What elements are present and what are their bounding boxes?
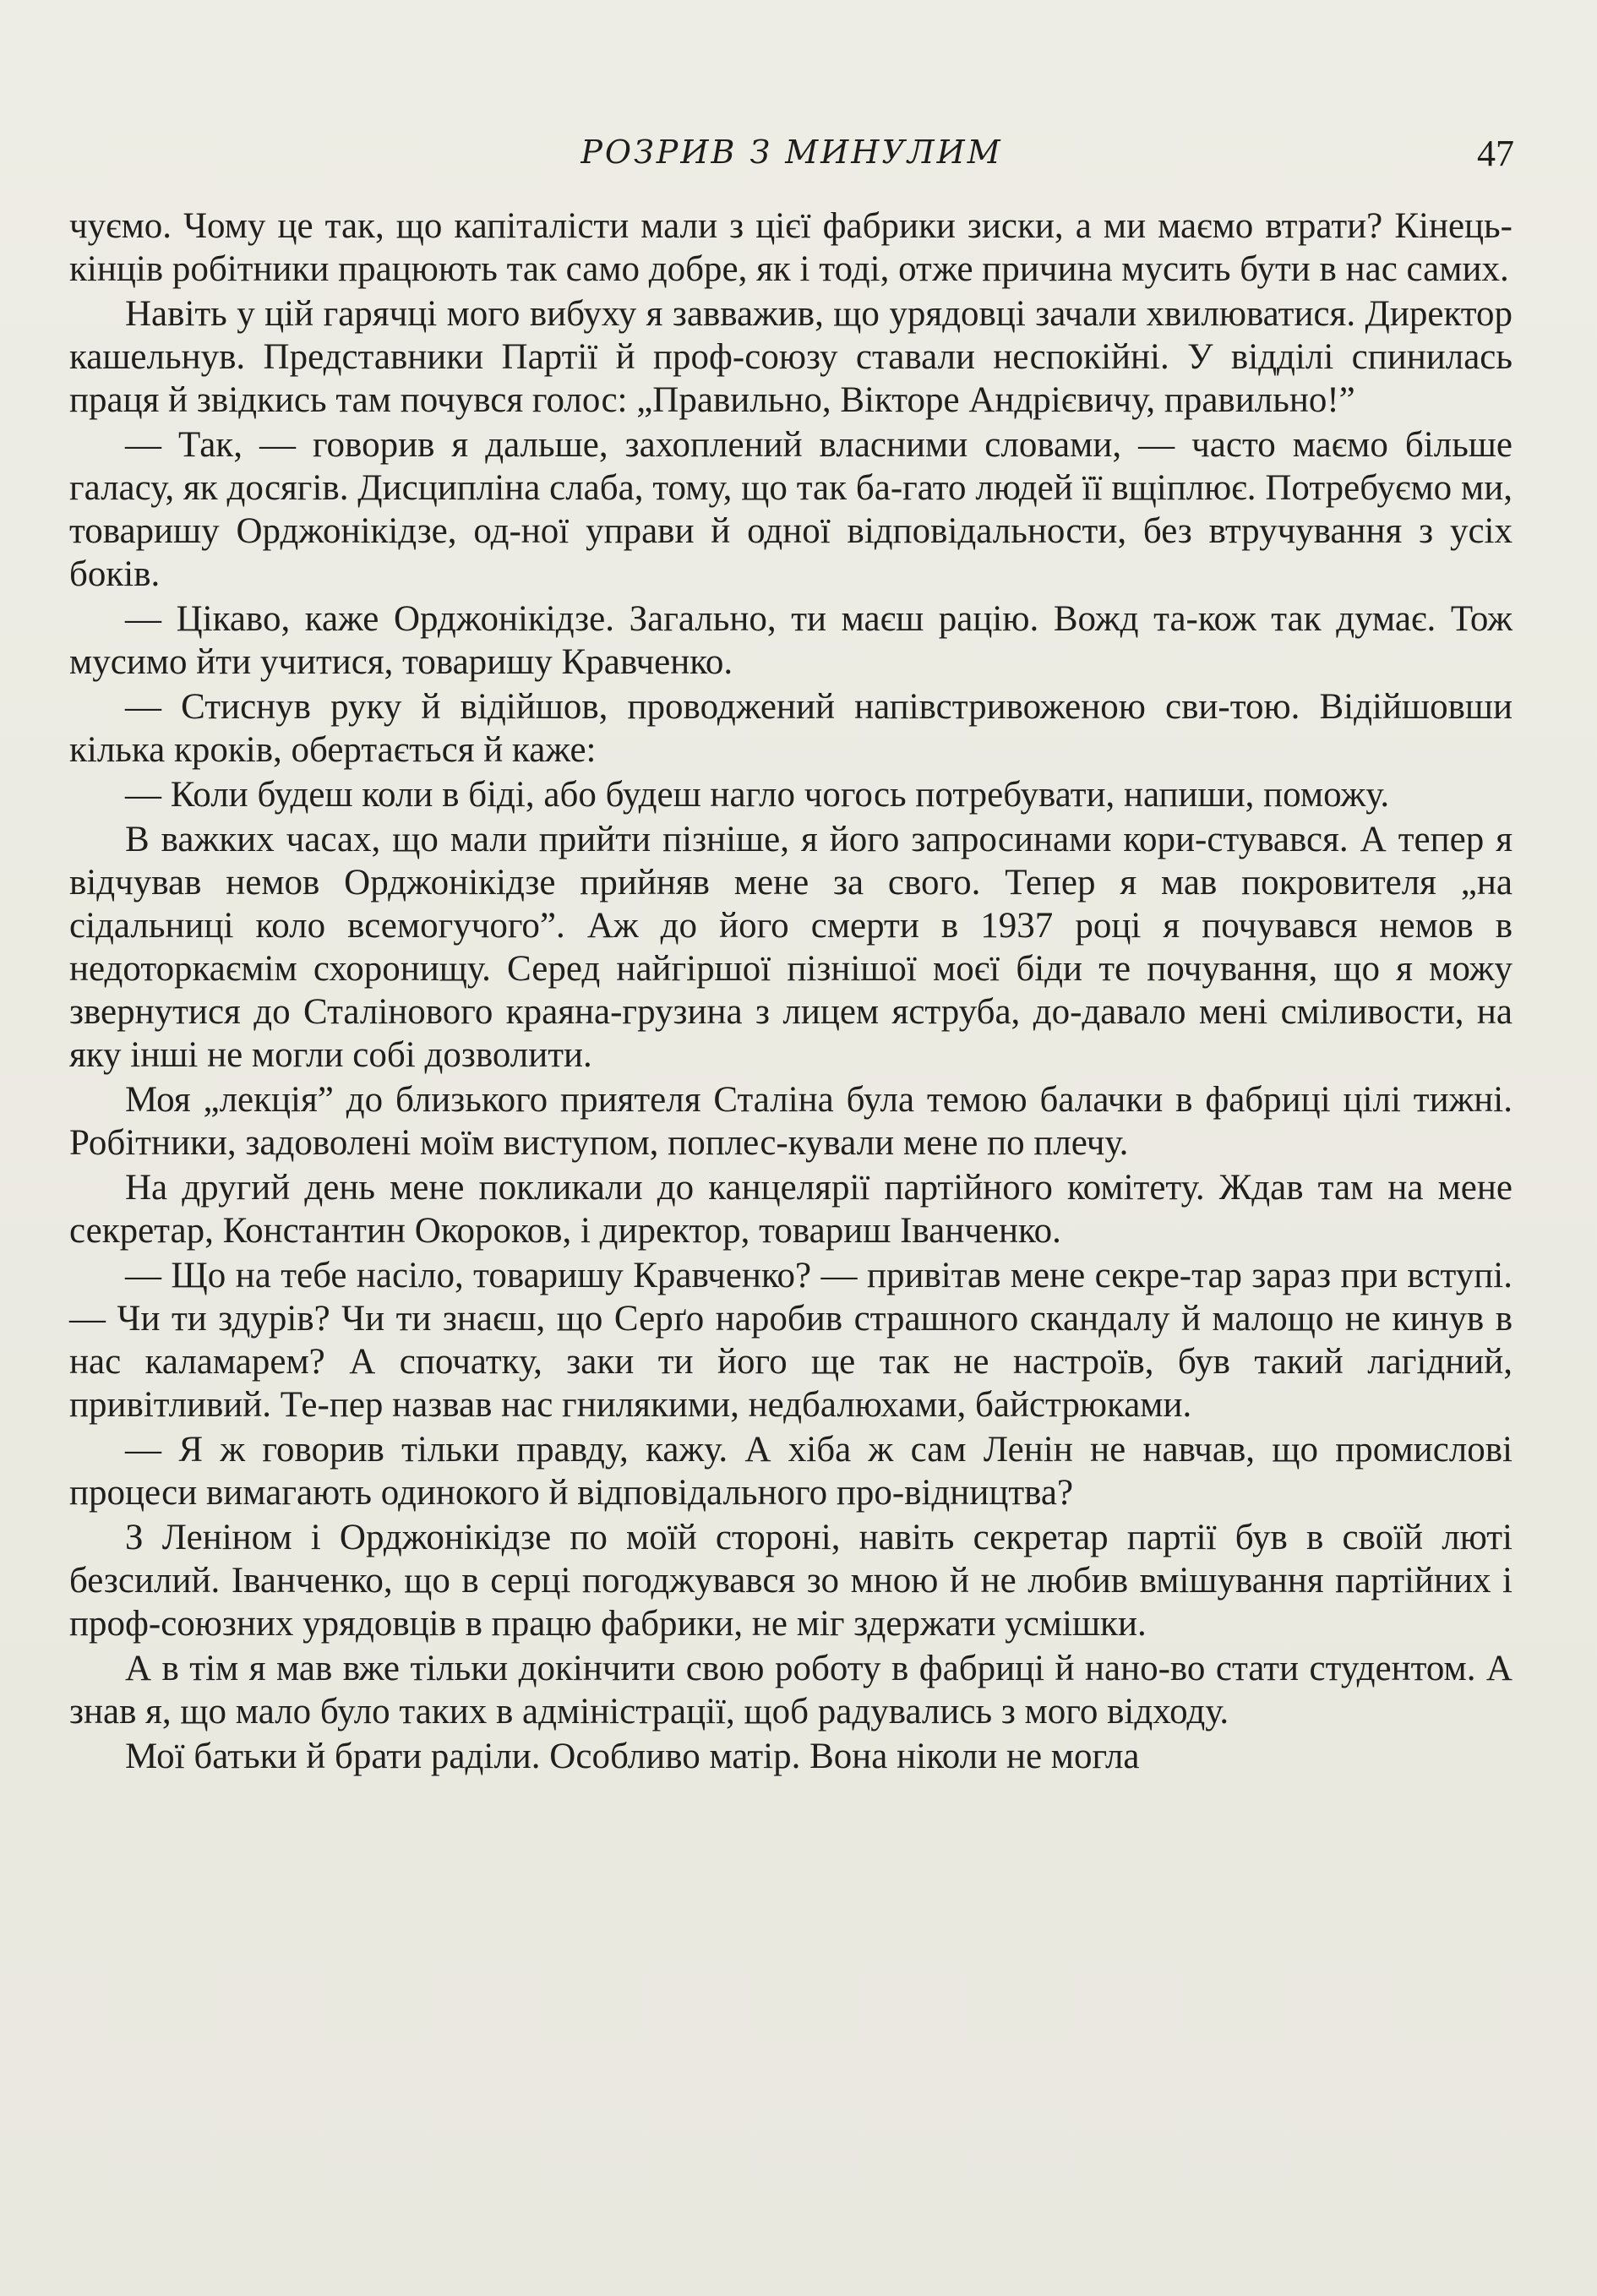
page-header <box>69 134 1514 184</box>
running-head: РОЗРИВ З МИНУЛИМ <box>580 134 1003 171</box>
paragraph: — Стиснув руку й відійшов, проводжений напівстривоженою сви-тою. Відійшовши кілька кроків, обертається й каже: <box>69 687 1513 770</box>
body-text <box>69 205 1513 1780</box>
paragraph: чуємо. Чому це так, що капіталісти мали з цієї фабрики зиски, а ми маємо втрати? Кінець-кінців робітники працюють так само добре, як і тоді, отже причина мусить бути в нас самих. <box>69 206 1513 289</box>
paragraph: Мої батьки й брати раділи. Особливо матір. Вона ніколи не могла <box>125 1737 1140 1776</box>
paragraph: Навіть у цій гарячці мого вибуху я завважив, що урядовці зачали хвилюватися. Директор кашельнув. Представники Партії й проф-союзу ставали неспокійні. У відділі спинилась праця й звідкись там почувся голос: „Правильно, Вікторе Андрієвичу, правильно!” <box>69 294 1513 420</box>
paragraph: Моя „лекція” до близького приятеля Сталіна була темою балачки в фабриці цілі тижні. Робітники, задоволені моїм виступом, поплес-кували мене по плечу. <box>69 1080 1513 1163</box>
paragraph: А в тім я мав вже тільки докінчити свою роботу в фабриці й нано-во стати студентом. А знав я, що мало було таких в адміністрації, щоб радувались з мого відходу. <box>69 1649 1513 1732</box>
paragraph: В важких часах, що мали прийти пізніше, я його запросинами кори-стувався. А тепер я відчував немов Орджонікідзе прийняв мене за свого. Тепер я мав покровителя „на сідальниці коло всемогучого”. Аж до його смерти в 1937 році я почувався немов в недоторкаємім схоронищу. Серед найгіршої пізнішої моєї біди те почування, що я можу звернутися до Сталінового краяна-грузина з лицем яструба, до-давало мені сміливости, на яку інші не могли собі дозволити. <box>69 820 1513 1075</box>
paragraph: — Що на тебе насіло, товаришу Кравченко? — привітав мене секре-тар зараз при вступі. — Чи ти здурів? Чи ти знаєш, що Серґо наробив страшного скандалу й малощо не кинув в нас каламарем? А спочатку, заки ти його ще так не настроїв, був такий лагідний, привітливий. Те-пер назвав нас гнилякими, недбалюхами, байстрюками. <box>69 1256 1513 1425</box>
page-number: 47 <box>1477 133 1514 174</box>
paragraph: — Цікаво, каже Орджонікідзе. Загально, ти маєш рацію. Вожд та-кож так думає. Тож мусимо йти учитися, товаришу Кравченко. <box>69 599 1513 682</box>
paragraph: — Так, — говорив я дальше, захоплений власними словами, — часто маємо більше галасу, як досягів. Дисципліна слаба, тому, що так ба-гато людей її вщіплює. Потребуємо ми, товаришу Орджонікідзе, од-ної управи й одної відповідальности, без втручування з усіх боків. <box>69 425 1513 594</box>
paragraph: На другий день мене покликали до канцелярії партійного комітету. Ждав там на мене секретар, Константин Окороков, і директор, товариш Іванченко. <box>69 1168 1513 1251</box>
paragraph: — Я ж говорив тільки правду, кажу. А хіба ж сам Ленін не навчав, що промислові процеси вимагають одинокого й відповідального про-відництва? <box>69 1430 1513 1513</box>
paragraph: — Коли будеш коли в біді, або будеш нагло чогось потребувати, напиши, поможу. <box>125 775 1390 815</box>
paragraph: З Леніном і Орджонікідзе по моїй стороні, навіть секретар партії був в своїй люті безсилий. Іванченко, що в серці погоджувався зо мною й не любив вмішування партійних і проф-союзних урядовців в працю фабрики, не міг здержати усмішки. <box>69 1518 1513 1644</box>
